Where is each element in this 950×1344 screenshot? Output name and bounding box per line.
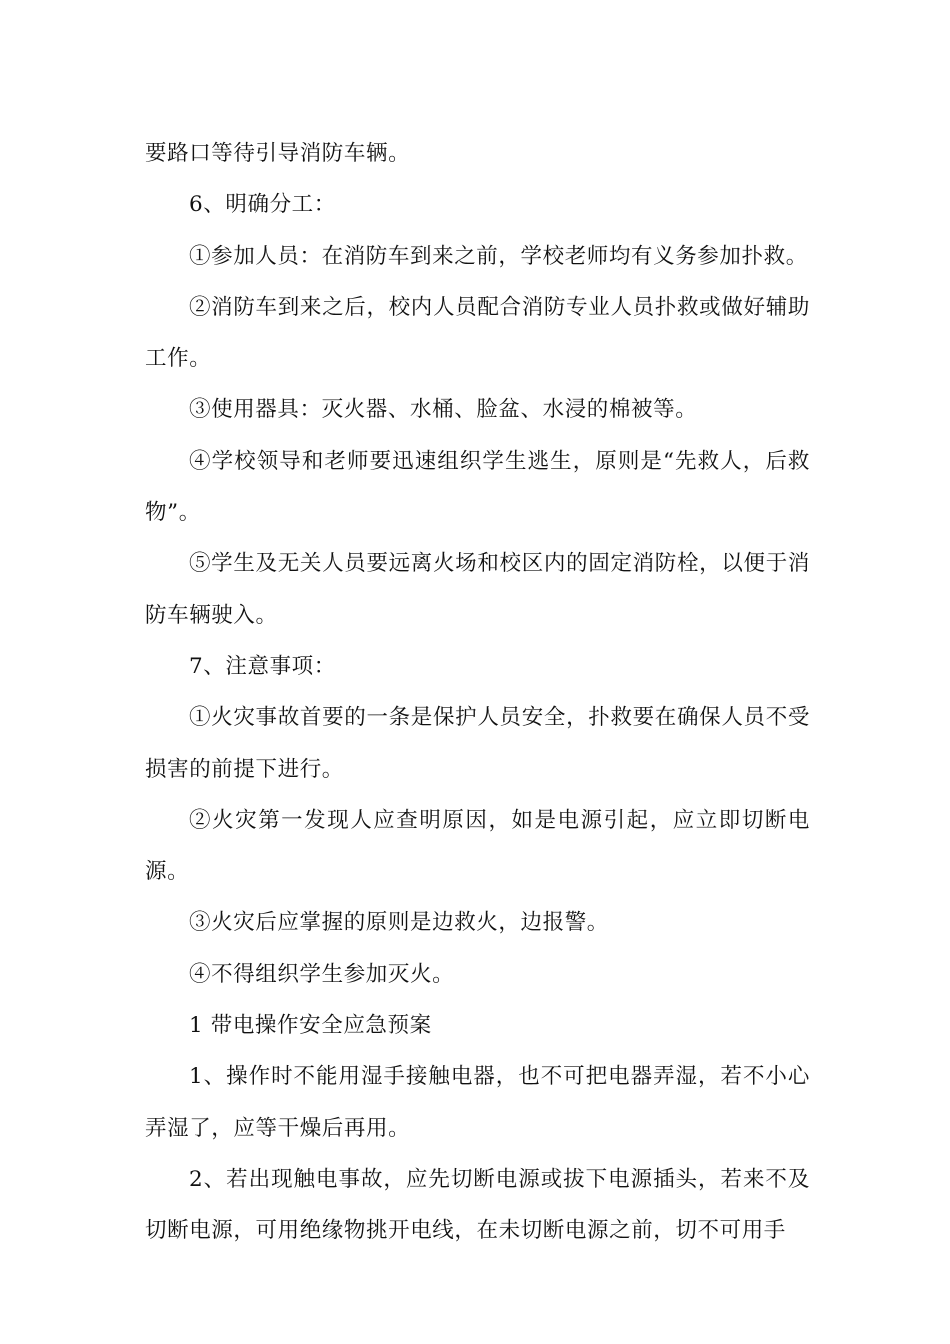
paragraph: 1、操作时不能用湿手接触电器，也不可把电器弄湿，若不小心弄湿了，应等干燥后再用。 xyxy=(145,1064,810,1141)
paragraph: ③火灾后应掌握的原则是边救火，边报警。 xyxy=(189,910,609,936)
paragraph: ①参加人员：在消防车到来之前，学校老师均有义务参加扑救。 xyxy=(189,243,808,269)
paragraph: ②消防车到来之后，校内人员配合消防专业人员扑救或做好辅助工作。 xyxy=(145,294,810,372)
paragraph: ④不得组织学生参加灭火。 xyxy=(189,961,455,987)
paragraph: 2、若出现触电事故，应先切断电源或拔下电源插头，若来不及切断电源，可用绝缘物挑开电线，在未切断电源之前，切不可用手 xyxy=(145,1166,810,1244)
section-heading: 1 带电操作安全应急预案 xyxy=(189,1013,432,1039)
paragraph: ③使用器具：灭火器、水桶、脸盆、水浸的棉被等。 xyxy=(189,397,698,423)
paragraph: ②火灾第一发现人应查明原因，如是电源引起，应立即切断电源。 xyxy=(145,807,810,885)
paragraph: ④学校领导和老师要迅速组织学生逃生，原则是“先救人，后救物”。 xyxy=(145,448,810,526)
paragraph: ①火灾事故首要的一条是保护人员安全，扑救要在确保人员不受损害的前提下进行。 xyxy=(145,705,810,782)
paragraph: 6、明确分工： xyxy=(189,192,336,218)
body-text xyxy=(145,128,810,1257)
paragraph: 要路口等待引导消防车辆。 xyxy=(145,141,411,166)
paragraph: ⑤学生及无关人员要远离火场和校区内的固定消防栓，以便于消防车辆驶入。 xyxy=(145,551,810,628)
paragraph: 7、注意事项： xyxy=(189,653,336,679)
